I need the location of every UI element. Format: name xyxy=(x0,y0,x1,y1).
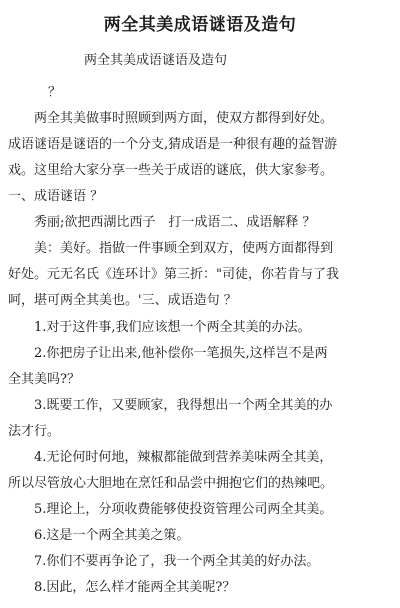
paragraph-line: 戏。这里给大家分享一些关于成语的谜底，供大家参考。 xyxy=(8,163,334,178)
example-sentence: 4.无论何时何地，辣椒都能做到营养美味两全其美， xyxy=(34,450,333,465)
subtitle-line: 两全其美成语谜语及造句 xyxy=(84,53,228,68)
paragraph-line: 呵，堪可两全其美也。'三、成语造句 ？ xyxy=(8,293,237,308)
paragraph-line: 好处。元无名氏《连环计》第三折："司徒，你若肯与了我 xyxy=(8,267,339,282)
paragraph-line: 两全其美做事时照顾到两方面，使双方都得到好处。 xyxy=(34,111,334,126)
example-sentence: 6.这是一个两全其美之策。 xyxy=(34,528,190,543)
example-sentence: 所以尽管放心大胆地在烹饪和品尝中拥抱它们的热辣吧。 xyxy=(8,476,334,491)
example-sentence: 全其美吗?？ xyxy=(8,372,80,387)
paragraph-line: 成语谜语是谜语的一个分支,猜成语是一种很有趣的益智游 xyxy=(8,137,338,152)
page-title: 两全其美成语谜语及造句 xyxy=(103,15,297,35)
example-sentence: 5.理论上，分项收费能够使投资管理公司两全其美。 xyxy=(34,502,333,517)
example-sentence: 1.对于这件事,我们应该想一个两全其美的办法。 xyxy=(34,320,311,335)
example-sentence: 8.因此，怎么样才能两全其美呢?？ xyxy=(34,580,236,595)
example-sentence: 法才行。 xyxy=(8,424,61,439)
example-sentence: 7.你们不要再争论了，我一个两全其美的好办法。 xyxy=(34,554,320,569)
question-mark-line: ？ xyxy=(48,85,62,100)
section-heading: 一、成语谜语 ？ xyxy=(8,189,104,204)
example-sentence: 3.既要工作，又要顾家，我得想出一个两全其美的办 xyxy=(34,398,333,413)
paragraph-line: 秀丽;欲把西湖比西子 打一成语二、成语解释 ？ xyxy=(34,215,316,230)
paragraph-line: 美：美好。指做一件事顾全到双方，使两方面都得到 xyxy=(34,241,334,256)
example-sentence: 2.你把房子让出来,他补偿你一笔损失,这样岂不是两 xyxy=(34,346,328,361)
